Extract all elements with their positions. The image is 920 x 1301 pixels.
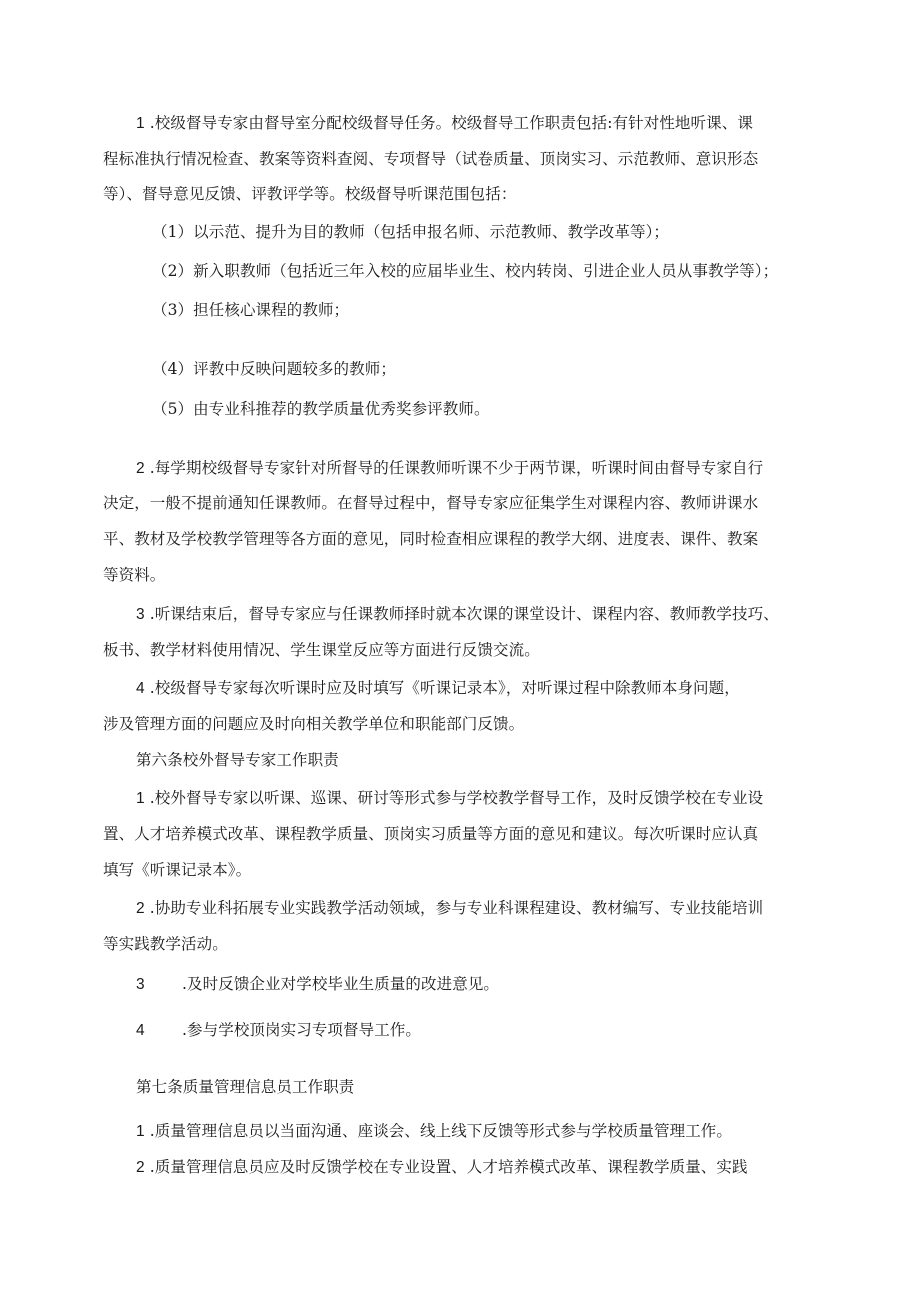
scope-item-1: （1）以示范、提升为目的教师（包括申报名师、示范教师、教学改革等）； bbox=[152, 223, 670, 241]
s5-item3-number: 3 bbox=[136, 606, 145, 623]
s7-heading: 第七条质量管理信息员工作职责 bbox=[136, 1078, 355, 1096]
s5-item2-line1: 2 .每学期校级督导专家针对所督导的任课教师听课不少于两节课，听课时间由督导专家自行 bbox=[136, 459, 764, 477]
s7-item2-line1: 2 .质量管理信息员应及时反馈学校在专业设置、人才培养模式改革、课程教学质量、实践 bbox=[136, 1158, 748, 1176]
s6-item4-number: 4 bbox=[136, 1022, 145, 1039]
s6-item1-line3: 填写《听课记录本》。 bbox=[103, 861, 252, 879]
s5-item2-line3: 平、教材及学校教学管理等各方面的意见，同时检查相应课程的教学大纲、进度表、课件、教案 bbox=[103, 530, 759, 548]
s6-item3: 3 .及时反馈企业对学校毕业生质量的改进意见。 bbox=[136, 975, 500, 993]
s6-item2-number: 2 bbox=[136, 900, 145, 917]
s5-item1-line1: 1 .校级督导专家由督导室分配校级督导任务。校级督导工作职责包括:有针对性地听课、课 bbox=[136, 114, 753, 132]
s7-item1-number: 1 bbox=[136, 1123, 145, 1140]
s5-item1-line3: 等）、督导意见反馈、评教评学等。校级督导听课范围包括： bbox=[103, 185, 517, 203]
s5-item1-line2: 程标准执行情况检查、教案等资料查阅、专项督导（试卷质量、顶岗实习、示范教师、意识形态 bbox=[103, 150, 759, 168]
s5-item2-line2: 决定，一般不提前通知任课教师。在督导过程中，督导专家应征集学生对课程内容、教师讲课水 bbox=[103, 494, 759, 512]
scope-item-3: （3）担任核心课程的教师； bbox=[152, 301, 350, 319]
s6-item4: 4 .参与学校顶岗实习专项督导工作。 bbox=[136, 1021, 422, 1039]
s6-item2-line2: 等实践教学活动。 bbox=[103, 935, 228, 953]
s5-item2-line4: 等资料。 bbox=[103, 566, 166, 584]
scope-item-5: （5）由专业科推荐的教学质量优秀奖参评教师。 bbox=[152, 400, 490, 418]
s5-item1-number: 1 bbox=[136, 115, 145, 132]
s5-item2-number: 2 bbox=[136, 460, 145, 477]
s6-heading: 第六条校外督导专家工作职责 bbox=[136, 751, 339, 769]
s5-item3-line2: 板书、教学材料使用情况、学生课堂反应等方面进行反馈交流。 bbox=[103, 641, 540, 659]
s7-item2-number: 2 bbox=[136, 1159, 145, 1176]
s5-item4-line2: 涉及管理方面的问题应及时向相关教学单位和职能部门反馈。 bbox=[103, 715, 525, 733]
s6-item3-number: 3 bbox=[136, 976, 145, 993]
scope-item-4: （4）评教中反映问题较多的教师； bbox=[152, 360, 396, 378]
s5-item4-number: 4 bbox=[136, 680, 145, 697]
s6-item1-line1: 1 .校外督导专家以听课、巡课、研讨等形式参与学校教学督导工作，及时反馈学校在专业设 bbox=[136, 789, 764, 807]
s6-item1-number: 1 bbox=[136, 790, 145, 807]
s6-item1-line2: 置、人才培养模式改革、课程教学质量、顶岗实习质量等方面的意见和建议。每次听课时应认真 bbox=[103, 825, 759, 843]
s5-item3-line1: 3 .听课结束后，督导专家应与任课教师择时就本次课的课堂设计、课程内容、教师教学技巧、 bbox=[136, 605, 779, 623]
s7-item1: 1 .质量管理信息员以当面沟通、座谈会、线上线下反馈等形式参与学校质量管理工作。 bbox=[136, 1122, 732, 1140]
scope-item-2: （2）新入职教师（包括近三年入校的应届毕业生、校内转岗、引进企业人员从事教学等）； bbox=[152, 262, 779, 280]
s6-item2-line1: 2 .协助专业科拓展专业实践教学活动领域，参与专业科课程建设、教材编写、专业技能培训 bbox=[136, 899, 764, 917]
s5-item4-line1: 4 .校级督导专家每次听课时应及时填写《听课记录本》，对听课过程中除教师本身问题， bbox=[136, 679, 740, 697]
